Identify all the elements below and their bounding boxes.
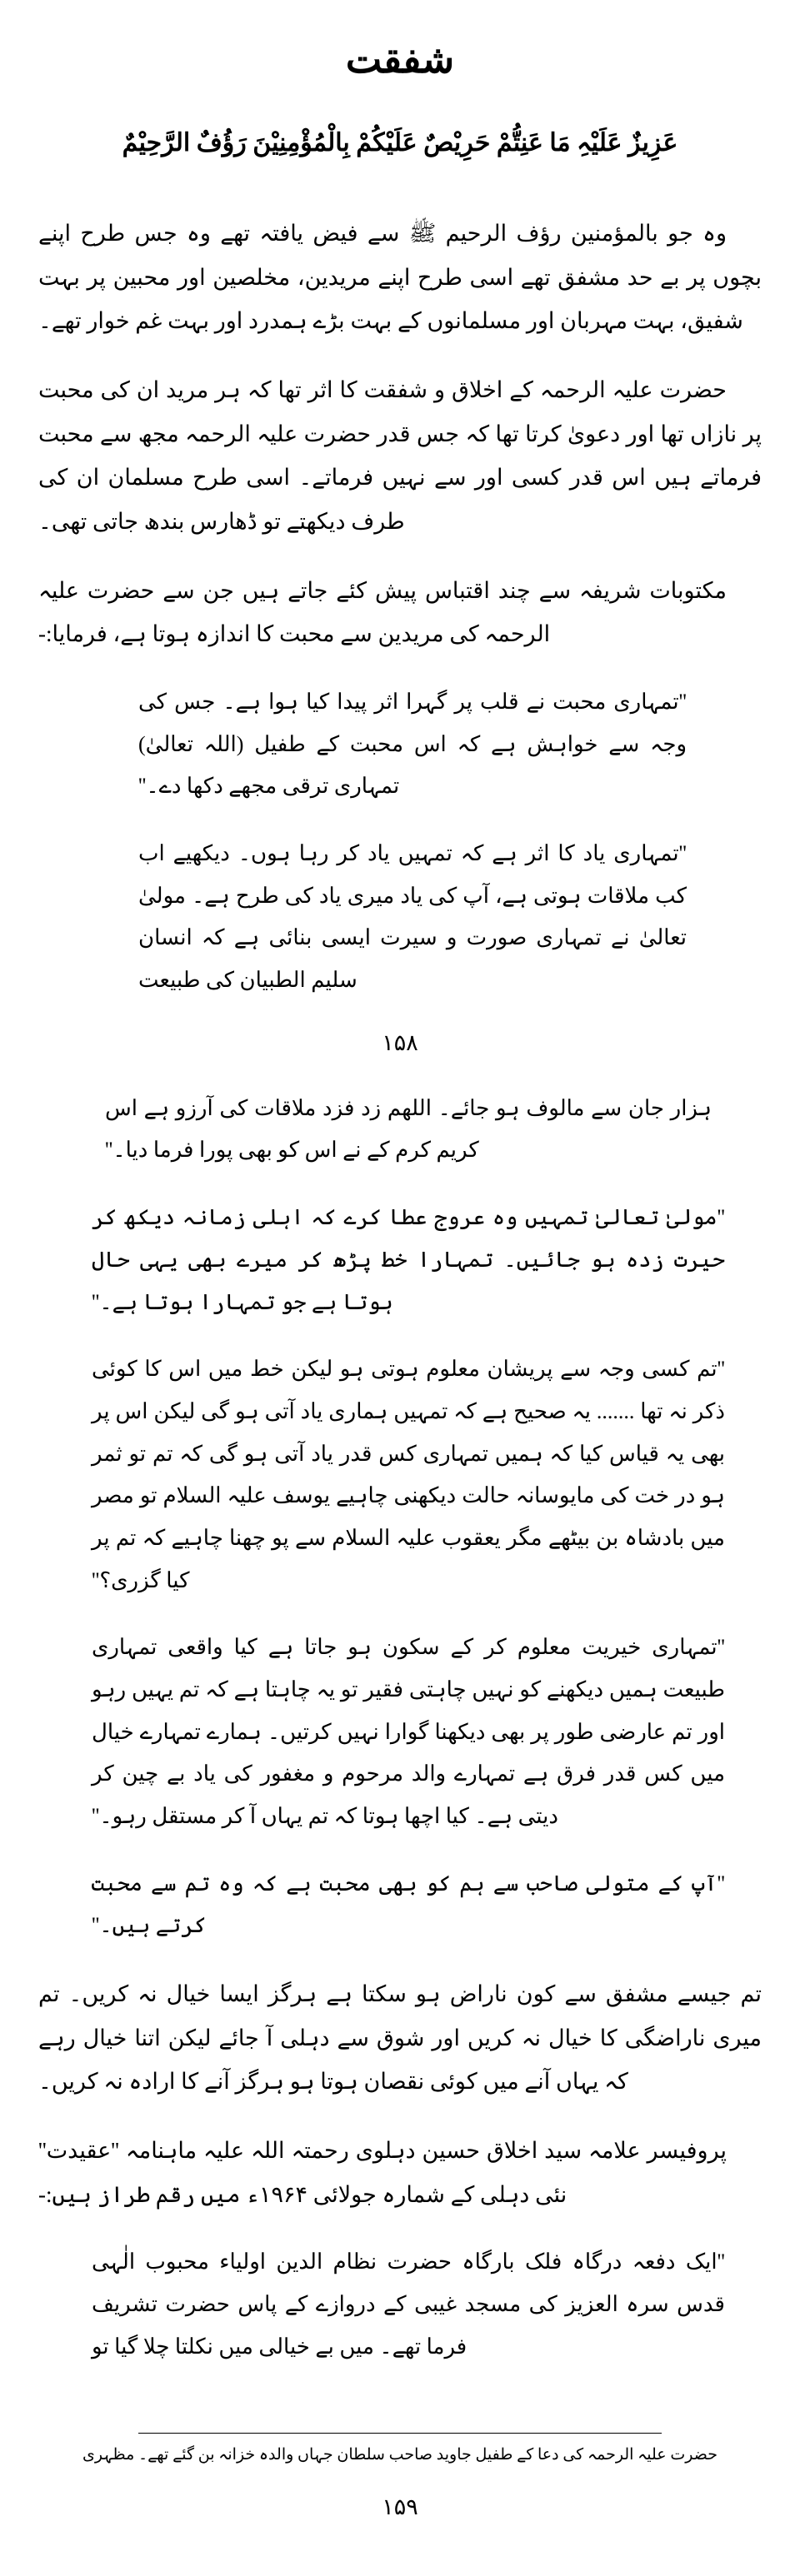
paragraph-4: تم جیسے مشفق سے کون ناراض ہو سکتا ہے ہرگز ایسا خیال نہ کریں۔ تم میری ناراضگی کا خیال نہ کریں اور شوق سے دہلی آ جائے لیکن اتنا خیال رہے کہ یہاں آنے میں کوئی نقصان ہوتا ہو ہرگز آنے کا ارادہ نہ کریں۔ xyxy=(38,1981,762,2095)
footnote-divider xyxy=(138,2433,662,2434)
quote-5: ''تم کسی وجہ سے پریشان معلوم ہوتی ہو لیکن خط میں اس کا کوئی ذکر نہ تھا ....... یہ صحیح ہے کہ تمہیں ہماری یاد آتی ہو گی لیکن اس پر بھی یہ قیاس کیا کہ ہمیں تمہاری کس قدر یاد آتی ہو گی کہ تم تو ثمر ہو در خت کی مایوسانہ حالت دیکھنی چاہیے یوسف علیہ السلام تو مصر میں بادشاہ بن بیٹھے مگر یعقوب علیہ السلام سے پو چھنا چاہیے کہ تم پر کیا گزری؟'' xyxy=(92,1357,725,1592)
paragraph-5: پروفیسر علامہ سید اخلاق حسین دہلوی رحمتہ اللہ علیہ ماہنامہ ''عقیدت'' نئی دہلی کے شمارہ جولائی ۱۹۶۴ء میں رقم طراز ہیں:- xyxy=(38,2138,727,2207)
footnote-text: حضرت علیہ الرحمہ کی دعا کے طفیل جاوید صاحب سلطان جہاں والدہ خزانہ بن گئے تھے۔ مظہری xyxy=(82,2446,718,2464)
quote-3: ہزار جان سے مالوف ہو جائے۔ اللھم زد فزد ملاقات کی آرزو ہے اس کریم کرم کے نے اس کو بھی پورا فرما دیا۔'' xyxy=(105,1095,712,1163)
paragraph-2: حضرت علیہ الرحمہ کے اخلاق و شفقت کا اثر تھا کہ ہر مرید ان کی محبت پر نازاں تھا اور دعویٰ کرتا تھا کہ جس قدر حضرت علیہ الرحمہ مجھ سے محبت فرماتے ہیں اس قدر کسی اور سے نہیں فرماتے۔ اسی طرح مسلمان ان کی طرف دیکھتے تو ڈھارس بندھ جاتی تھی۔ xyxy=(38,377,762,535)
quote-4: ''مولیٰ تعالیٰ تمہیں وہ عروج عطا کرے کہ اہلی زمانہ دیکھ کر حیرت زدہ ہو جائیں۔ تمہارا خط پڑھ کر میرے بھی یہی حال ہوتا ہے جو تمہارا ہوتا ہے۔'' xyxy=(92,1205,725,1314)
spacer xyxy=(38,2393,762,2414)
quranic-verse: عَزِیزٌ عَلَیْہِ مَا عَنِتُّمْ حَرِیْصٌ عَلَیْکُمْ بِالْمُؤْمِنِیْنَ رَؤُفٌ الرَّحِیْمٌ xyxy=(122,129,678,157)
quote-1: ''تمہاری محبت نے قلب پر گہرا اثر پیدا کیا ہوا ہے۔ جس کی وجہ سے خواہش ہے کہ اس محبت کے طفیل (اللہ تعالیٰ) تمہاری ترقی مجھے دکھا دے۔'' xyxy=(138,689,687,799)
paragraph-1: وہ جو بالمؤمنین رؤف الرحیم ﷺ سے فیض یافتہ تھے وہ جس طرح اپنے بچوں پر بے حد مشفق تھے اسی طرح اپنے مریدین، مخلصین اور محبین پر بہت شفیق، بہت مہربان اور مسلمانوں کے بہت بڑے ہمدرد اور بہت غم خوار تھے۔ xyxy=(38,221,762,334)
quote-7: ''آپ کے متولی صاحب سے ہم کو بھی محبت ہے کہ وہ تم سے محبت کرتے ہیں۔'' xyxy=(92,1871,725,1938)
quote-2: ''تمہاری یاد کا اثر ہے کہ تمہیں یاد کر رہا ہوں۔ دیکھیے اب کب ملاقات ہوتی ہے، آپ کی یاد میری یاد کی طرح ہے۔ مولیٰ تعالیٰ نے تمہاری صورت و سیرت ایسی بنائی ہے کہ انسان سلیم الطبیان کی طبیعت xyxy=(138,841,687,993)
page-number-bottom: ۱۵۹ xyxy=(382,2494,418,2519)
quote-6: ''تمہاری خیریت معلوم کر کے سکون ہو جاتا ہے کیا واقعی تمہاری طبیعت ہمیں دیکھنے کو نہیں چاہتی فقیر تو یہ چاہتا ہے کہ تم یہیں رہو اور تم عارضی طور پر بھی دیکھنا گوارا نہیں کرتیں۔ ہمارے تمہارے خیال میں کس قدر فرق ہے تمہارے والد مرحوم و مغفور کی یاد بے چین کر دیتی ہے۔ کیا اچھا ہوتا کہ تم یہاں آ کر مستقل رہو۔'' xyxy=(92,1635,725,1829)
page-title: شفقت xyxy=(345,38,455,81)
quote-8: ''ایک دفعہ درگاہ فلک بارگاہ حضرت نظام الدین اولیاء محبوب الٰہی قدس سرہ العزیز کی مسجد غیبی کے دروازے کے پاس حضرت تشریف فرما تھے۔ میں بے خیالی میں نکلتا چلا گیا تو xyxy=(92,2250,725,2359)
page-number-mid: ۱۵۸ xyxy=(382,1029,418,1055)
paragraph-3: مکتوبات شریفہ سے چند اقتباس پیش کئے جاتے ہیں جن سے حضرت علیہ الرحمہ کی مریدین سے محبت کا اندازہ ہوتا ہے، فرمایا:- xyxy=(38,577,727,647)
